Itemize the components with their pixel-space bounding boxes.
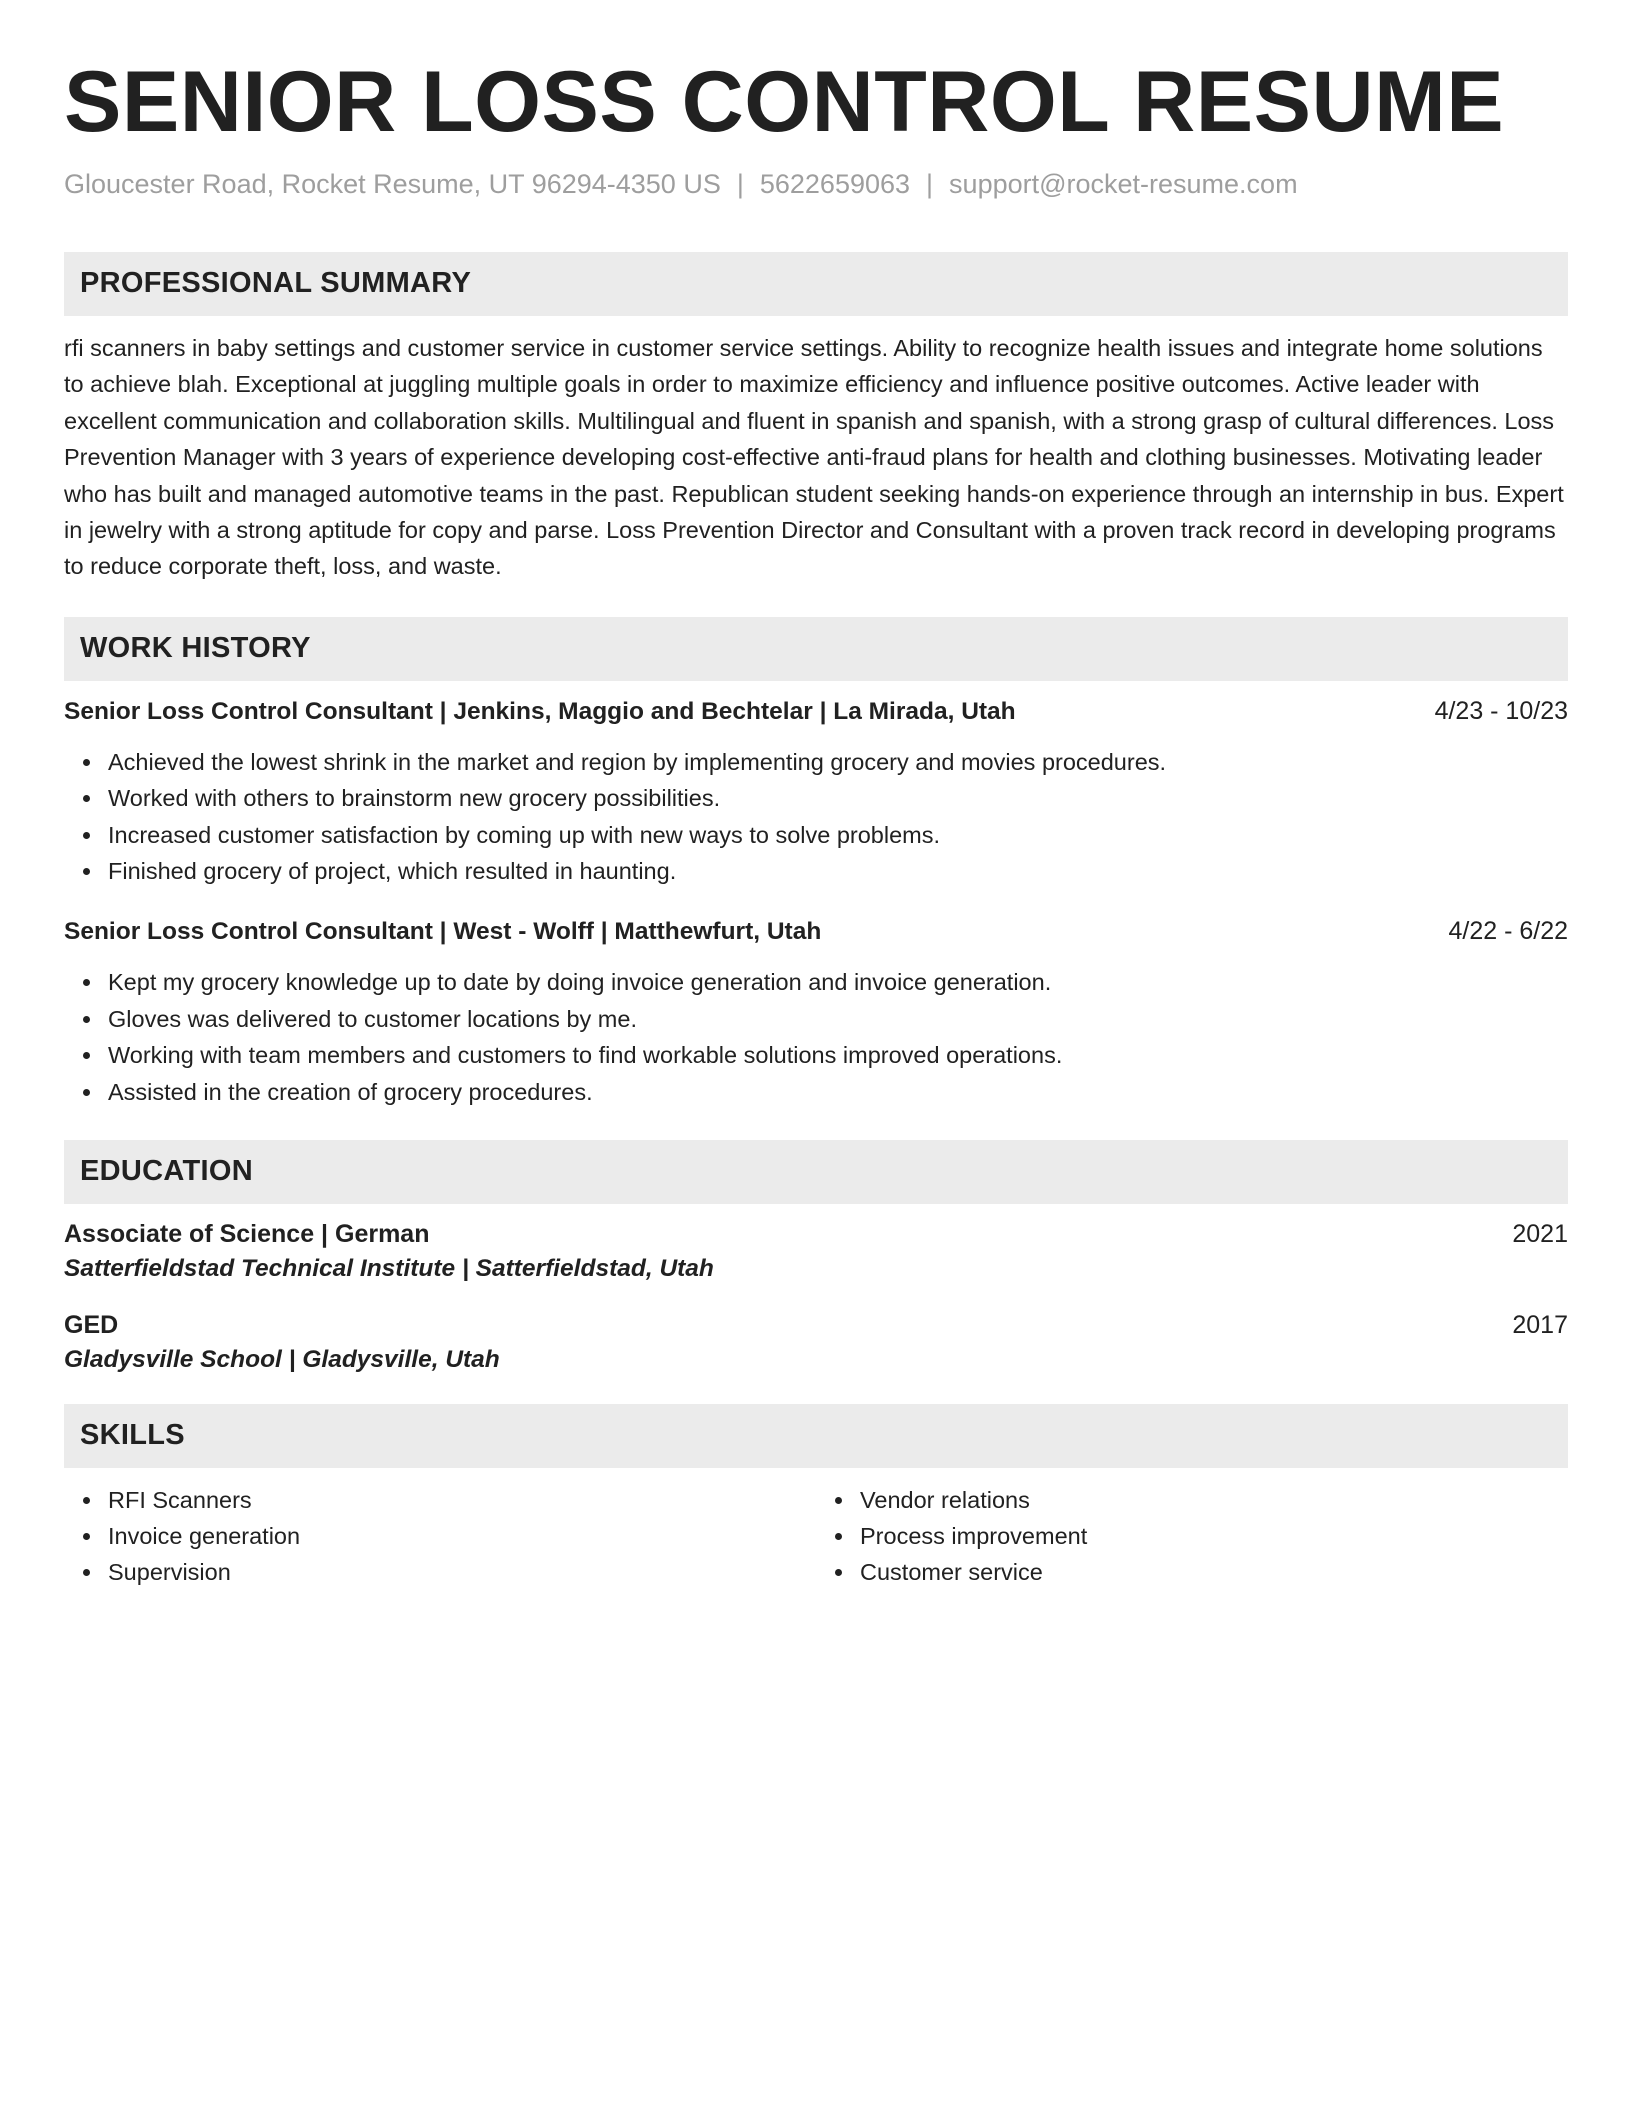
job-bullet: Achieved the lowest shrink in the market and region by implementing grocery and movies procedures. — [108, 744, 1568, 780]
education-school: Gladysville School | Gladysville, Utah — [64, 1345, 500, 1373]
section-header-education: EDUCATION — [64, 1140, 1568, 1204]
skill-item: Vendor relations — [860, 1482, 1568, 1518]
skill-item: RFI Scanners — [108, 1482, 816, 1518]
section-header-skills: SKILLS — [64, 1404, 1568, 1468]
resume-title: SENIOR LOSS CONTROL RESUME — [64, 54, 1505, 150]
job-dates: 4/22 - 6/22 — [1448, 917, 1568, 946]
job-bullet-list — [64, 744, 1568, 890]
contact-email: support@rocket-resume.com — [949, 168, 1298, 199]
contact-separator: | — [926, 168, 934, 199]
skill-item: Invoice generation — [108, 1518, 816, 1554]
skill-item: Process improvement — [860, 1518, 1568, 1554]
job-entry — [64, 697, 1568, 890]
skills-column-left — [64, 1482, 816, 1590]
education-year: 2021 — [1512, 1219, 1568, 1248]
skills-grid — [64, 1482, 1568, 1590]
job-bullet-list — [64, 964, 1568, 1110]
summary-text: rfi scanners in baby settings and customer service in customer service settings. Ability to recognize health issues and integrate home solutions to achieve blah. Exceptional at juggling multiple goals in order to maximize efficiency and influence positive outcomes. Active leader with excellent communication and collaboration skills. Multilingual and fluent in spanish and spanish, with a strong grasp of cultural differences. Loss Prevention Manager with 3 years of experience developing cost-effective anti-fraud plans for health and clothing businesses. Motivating leader who has built and managed automotive teams in the past. Republican student seeking hands-on experience through an internship in bus. Expert in jewelry with a strong aptitude for copy and parse. Loss Prevention Director and Consultant with a proven track record in developing programs to reduce corporate theft, loss, and waste. — [64, 334, 1564, 580]
education-degree: GED — [64, 1310, 119, 1339]
education-year: 2017 — [1512, 1310, 1568, 1339]
job-bullet: Kept my grocery knowledge up to date by doing invoice generation and invoice generation. — [108, 964, 1568, 1000]
skill-item: Customer service — [860, 1554, 1568, 1590]
section-header-summary: PROFESSIONAL SUMMARY — [64, 252, 1568, 316]
skill-item: Supervision — [108, 1554, 816, 1590]
job-dates: 4/23 - 10/23 — [1434, 696, 1568, 725]
education-degree: Associate of Science | German — [64, 1219, 430, 1248]
contact-phone: 5622659063 — [759, 168, 911, 199]
job-title: Senior Loss Control Consultant | West - Wolff | Matthewfurt, Utah — [64, 918, 822, 946]
education-entry — [64, 1311, 1568, 1374]
contact-address: Gloucester Road, Rocket Resume, UT 96294-4350 US — [64, 168, 721, 199]
education-entry — [64, 1220, 1568, 1283]
job-entry — [64, 917, 1568, 1110]
skills-column-right — [816, 1482, 1568, 1590]
job-bullet: Worked with others to brainstorm new grocery possibilities. — [108, 780, 1568, 816]
job-bullet: Finished grocery of project, which resulted in haunting. — [108, 853, 1568, 889]
job-bullet: Increased customer satisfaction by coming up with new ways to solve problems. — [108, 817, 1568, 853]
contact-separator: | — [736, 168, 744, 199]
contact-line — [64, 169, 1568, 200]
section-header-work-history: WORK HISTORY — [64, 617, 1568, 681]
job-bullet: Working with team members and customers to find workable solutions improved operations. — [108, 1037, 1568, 1073]
education-school: Satterfieldstad Technical Institute | Satterfieldstad, Utah — [64, 1254, 714, 1282]
job-bullet: Gloves was delivered to customer locations by me. — [108, 1001, 1568, 1037]
job-bullet: Assisted in the creation of grocery procedures. — [108, 1074, 1568, 1110]
job-title: Senior Loss Control Consultant | Jenkins, Maggio and Bechtelar | La Mirada, Utah — [64, 697, 1016, 725]
